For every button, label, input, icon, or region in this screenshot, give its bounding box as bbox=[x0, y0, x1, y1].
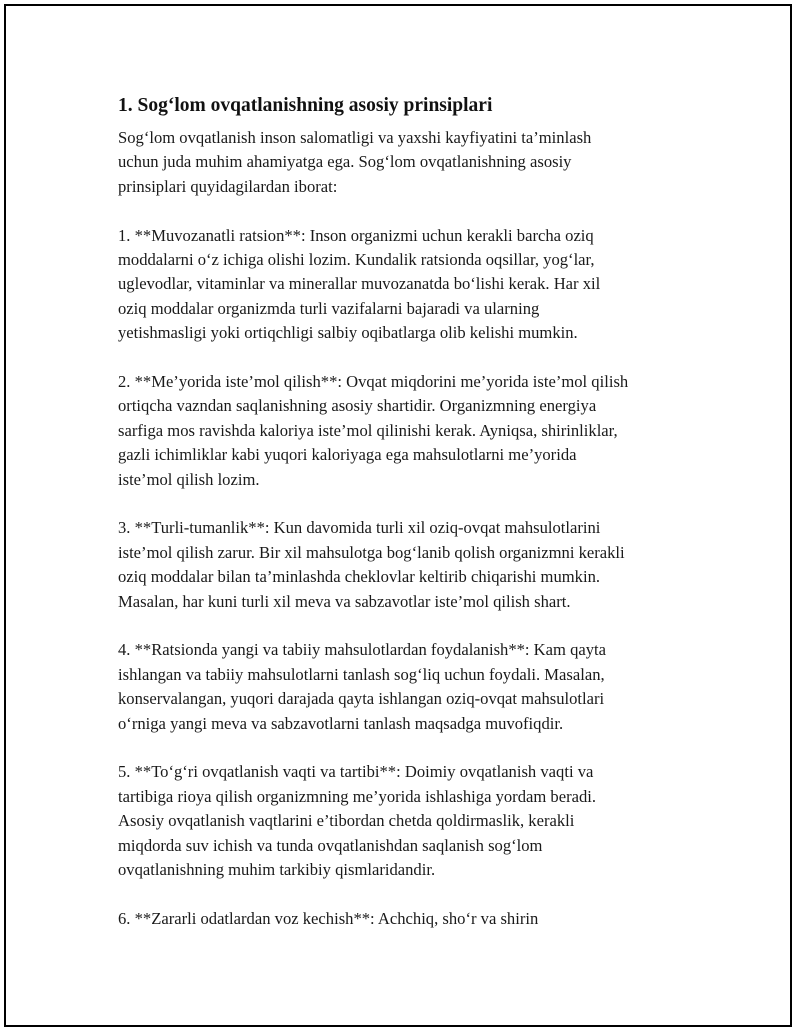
text-line: iste’mol qilish lozim. bbox=[118, 469, 260, 489]
text-line: 3. **Turli-tumanlik**: Kun davomida turli xil oziq-ovqat mahsulotlarini bbox=[118, 518, 601, 538]
text-line: oziq moddalar organizmda turli vazifalarni bajaradi va ularning bbox=[118, 298, 540, 318]
text-line: o‘rniga yangi meva va sabzavotlarni tanlash maqsadga muvofiqdir. bbox=[118, 713, 564, 733]
text-line: 5. **To‘g‘ri ovqatlanish vaqti va tartibi**: Doimiy ovqatlanish vaqti va bbox=[118, 762, 594, 782]
text-line: 1. **Muvozanatli ratsion**: Inson organizmi uchun kerakli barcha oziq bbox=[118, 225, 594, 245]
text-line: ishlangan va tabiiy mahsulotlarni tanlash sog‘liq uchun foydali. Masalan, bbox=[118, 664, 605, 684]
principle-1-paragraph bbox=[118, 224, 698, 346]
text-line: 4. **Ratsionda yangi va tabiiy mahsulotlardan foydalanish**: Kam qayta bbox=[118, 640, 607, 660]
text-line: 6. **Zararli odatlardan voz kechish**: Achchiq, sho‘r va shirin bbox=[118, 908, 539, 928]
principle-3-paragraph bbox=[118, 516, 698, 614]
principle-2-paragraph bbox=[118, 370, 698, 492]
principle-4-paragraph bbox=[118, 638, 698, 736]
text-line: konservalangan, yuqori darajada qayta ishlangan oziq-ovqat mahsulotlari bbox=[118, 689, 605, 709]
text-line: iste’mol qilish zarur. Bir xil mahsulotga bog‘lanib qolish organizmni kerakli bbox=[118, 542, 625, 562]
intro-paragraph bbox=[118, 126, 698, 199]
text-line: miqdorda suv ichish va tunda ovqatlanishdan saqlanish sog‘lom bbox=[118, 835, 543, 855]
text-line: gazli ichimliklar kabi yuqori kaloriyaga ega mahsulotlarni me’yorida bbox=[118, 445, 577, 465]
text-line: ovqatlanishning muhim tarkibiy qismlaridandir. bbox=[118, 860, 436, 880]
text-line: tartibiga rioya qilish organizmning me’yorida ishlashiga yordam beradi. bbox=[118, 786, 597, 806]
text-line: sarfiga mos ravishda kaloriya iste’mol qilinishi kerak. Ayniqsa, shirinliklar, bbox=[118, 420, 618, 440]
text-line: 2. **Me’yorida iste’mol qilish**: Ovqat miqdorini me’yorida iste’mol qilish bbox=[118, 372, 629, 392]
section-heading: 1. Sog‘lom ovqatlanishning asosiy prinsiplari bbox=[118, 95, 493, 116]
principle-5-paragraph bbox=[118, 760, 698, 882]
text-line: uglevodlar, vitaminlar va minerallar muvozanatda bo‘lishi kerak. Har xil bbox=[118, 274, 601, 294]
document-body bbox=[118, 92, 698, 956]
text-line: Masalan, har kuni turli xil meva va sabzavotlar iste’mol qilish shart. bbox=[118, 591, 571, 611]
text-line: yetishmasligi yoki ortiqchligi salbiy oqibatlarga olib kelishi mumkin. bbox=[118, 323, 578, 343]
principle-6-paragraph bbox=[118, 907, 698, 931]
text-line: prinsiplari quyidagilardan iborat: bbox=[118, 176, 338, 196]
text-line: Sog‘lom ovqatlanish inson salomatligi va yaxshi kayfiyatini ta’minlash bbox=[118, 128, 592, 147]
text-line: uchun juda muhim ahamiyatga ega. Sog‘lom ovqatlanishning asosiy bbox=[118, 152, 572, 172]
text-line: oziq moddalar bilan ta’minlashda cheklovlar keltirib chiqarishi mumkin. bbox=[118, 567, 601, 587]
text-line: Asosiy ovqatlanish vaqtlarini e’tibordan chetda qoldirmaslik, kerakli bbox=[118, 811, 575, 831]
text-line: ortiqcha vazndan saqlanishning asosiy shartidir. Organizmning energiya bbox=[118, 396, 597, 416]
text-line: moddalarni o‘z ichiga olishi lozim. Kundalik ratsionda oqsillar, yog‘lar, bbox=[118, 250, 595, 270]
